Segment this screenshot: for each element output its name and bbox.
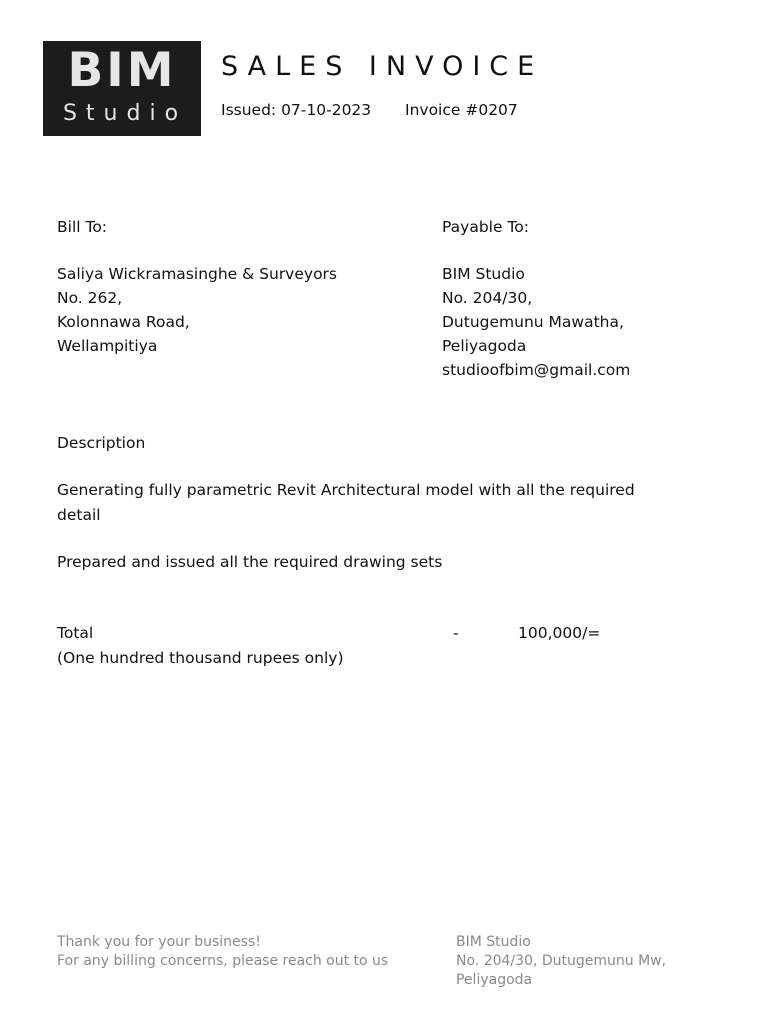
total-label: Total	[57, 624, 94, 642]
description-item: Prepared and issued all the required drawing sets	[57, 553, 443, 571]
payable-to-heading: Payable To:	[442, 218, 529, 236]
payable-to-email: studioofbim@gmail.com	[442, 361, 631, 379]
logo-text-bim: BIM	[67, 43, 177, 98]
invoice-title: SALES INVOICE	[221, 51, 544, 82]
footer-right-line: Peliyagoda	[456, 972, 533, 988]
company-logo	[43, 41, 201, 136]
payable-to-line: No. 204/30,	[442, 289, 533, 307]
bill-to-line: Kolonnawa Road,	[57, 313, 190, 331]
total-amount: 100,000/=	[518, 624, 601, 642]
payable-to-section	[442, 215, 630, 382]
footer-address	[456, 933, 666, 990]
footer-right-line: No. 204/30, Dutugemunu Mw,	[456, 953, 667, 969]
total-dash: -	[453, 624, 459, 642]
payable-to-line: BIM Studio	[442, 265, 525, 283]
issued-date: Issued: 07-10-2023	[221, 101, 372, 119]
bill-to-line: Saliya Wickramasinghe & Surveyors	[57, 265, 337, 283]
payable-to-line: Dutugemunu Mawatha,	[442, 313, 624, 331]
bill-to-line: No. 262,	[57, 289, 123, 307]
bill-to-line: Wellampitiya	[57, 337, 158, 355]
logo-text-studio: Studio	[62, 101, 188, 126]
description-heading: Description	[57, 434, 146, 452]
footer-thanks	[57, 933, 388, 971]
footer-left-line: For any billing concerns, please reach out to us	[57, 953, 389, 969]
invoice-number: Invoice #0207	[405, 101, 518, 119]
total-in-words: (One hundred thousand rupees only)	[57, 649, 344, 667]
footer-right-line: BIM Studio	[456, 934, 531, 950]
payable-to-line: Peliyagoda	[442, 337, 527, 355]
bill-to-section	[57, 215, 337, 358]
footer-left-line: Thank you for your business!	[57, 934, 261, 950]
description-list	[57, 478, 657, 597]
bill-to-heading: Bill To:	[57, 218, 108, 236]
description-item: Generating fully parametric Revit Architectural model with all the required detail	[57, 481, 635, 524]
